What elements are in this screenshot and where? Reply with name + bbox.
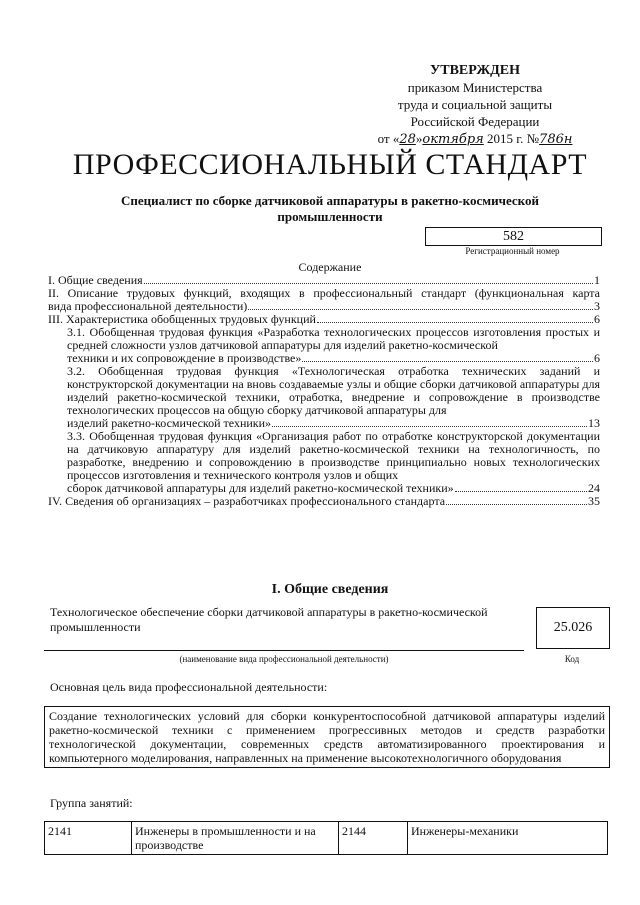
date-year: 2015 г. №: [487, 131, 540, 146]
approval-block: [355, 62, 595, 148]
approval-line-1: приказом Министерства: [407, 80, 543, 95]
group-code: 2144: [339, 822, 408, 855]
approval-line-2: труда и социальной защиты: [397, 97, 553, 112]
group-name: Инженеры в промышленности и на производстве: [132, 822, 339, 855]
registration-number-label: Регистрационный номер: [465, 246, 560, 256]
date-prefix: от «: [377, 131, 400, 146]
toc-item[interactable]: [48, 365, 600, 430]
table-of-contents: [48, 274, 600, 508]
purpose-label: Основная цель вида профессиональной деятельности:: [50, 680, 328, 694]
activity-code-caption: Код: [564, 654, 580, 664]
date-mid: »: [415, 131, 423, 146]
toc-item-text-first: 3.2. Обобщенная трудовая функция «Технологическая отработка технических заданий и конструкторской документации на вновь создаваемые узлы и общие сборки датчиковой аппаратуры для изделий ракетно-космической техники, отработка, внедрение и сопровождение в производстве технологических процессов на общую сборку датчиковой аппаратуры для: [67, 364, 600, 417]
section-title: I. Общие сведения: [271, 582, 389, 597]
occupation-group-table: [44, 821, 608, 855]
toc-item-page: 3: [594, 299, 600, 313]
activity-caption: (наименование вида профессиональной деятельности): [179, 654, 389, 664]
toc-item-text: сборок датчиковой аппаратуры для изделий ракетно-космической техники»: [67, 481, 454, 495]
toc-item-text: IV. Сведения об организациях – разработчиках профессионального стандарта: [48, 494, 446, 508]
toc-item-page: 6: [594, 351, 600, 365]
date-month: октября: [422, 132, 484, 147]
toc-item-text: III. Характеристика обобщенных трудовых функций: [48, 312, 316, 326]
group-code: 2141: [45, 822, 132, 855]
toc-item-text-first: 3.3. Обобщенная трудовая функция «Организация работ по отработке конструкторской документации на датчиковую аппаратуру для изделий ракетно-космической техники на технологичность, по разработке, внедрению и сопровождению в производстве принципиально новых технологических процессов изготовления и технического контроля узлов и общих: [67, 429, 600, 482]
activity-code: 25.026: [536, 607, 610, 649]
toc-item-page: 24: [588, 481, 600, 495]
activity-underline: [44, 650, 524, 651]
occupation-group-label: Группа занятий:: [50, 796, 133, 810]
toc-item-text-first: 3.1. Обобщенная трудовая функция «Разработка технологических процессов изготовления простых и средней сложности узлов датчиковой аппаратуры для изделий ракетно-космической: [67, 325, 600, 352]
toc-item[interactable]: [48, 326, 600, 365]
activity-name: Технологическое обеспечение сборки датчиковой аппаратуры в ракетно-космической промышленности: [50, 605, 488, 634]
document-title: ПРОФЕССИОНАЛЬНЫЙ СТАНДАРТ: [72, 148, 588, 181]
toc-item-page: 6: [594, 312, 600, 326]
approval-heading: УТВЕРЖДЕН: [429, 63, 521, 78]
toc-title: Содержание: [298, 260, 362, 274]
order-number: 786н: [539, 132, 573, 147]
approval-date: [355, 130, 595, 148]
toc-item-text: вида профессиональной деятельности): [48, 299, 248, 313]
toc-item[interactable]: [48, 430, 600, 495]
registration-number-box: 582: [425, 227, 602, 246]
toc-item[interactable]: [48, 495, 600, 508]
toc-item-page: 35: [588, 494, 600, 508]
document-subtitle: Специалист по сборке датчиковой аппаратуры в ракетно-космической промышленности: [121, 193, 539, 224]
purpose-text: Создание технологических условий для сборки конкурентоспособной датчиковой аппаратуры изделий ракетно-космической техники с применением прогрессивных методов и средств разработки технологической документации, современных средств автоматизированного проектирования и компьютерного моделирования, направленных на применение высокотехнологичного оборудования: [44, 706, 610, 768]
toc-item-text-first: II. Описание трудовых функций, входящих в профессиональный стандарт (функциональная карта: [48, 286, 600, 300]
toc-item-text: техники и их сопровождение в производстве»: [67, 351, 302, 365]
group-name: Инженеры-механики: [408, 822, 608, 855]
toc-item-page: 1: [594, 273, 600, 287]
toc-item[interactable]: [48, 287, 600, 313]
toc-item-page: 13: [588, 416, 600, 430]
table-row: [45, 822, 608, 855]
toc-item-text: I. Общие сведения: [48, 273, 143, 287]
date-day: 28: [399, 132, 416, 147]
approval-line-3: Российской Федерации: [410, 114, 540, 129]
toc-item-text: изделий ракетно-космической техники»: [67, 416, 272, 430]
